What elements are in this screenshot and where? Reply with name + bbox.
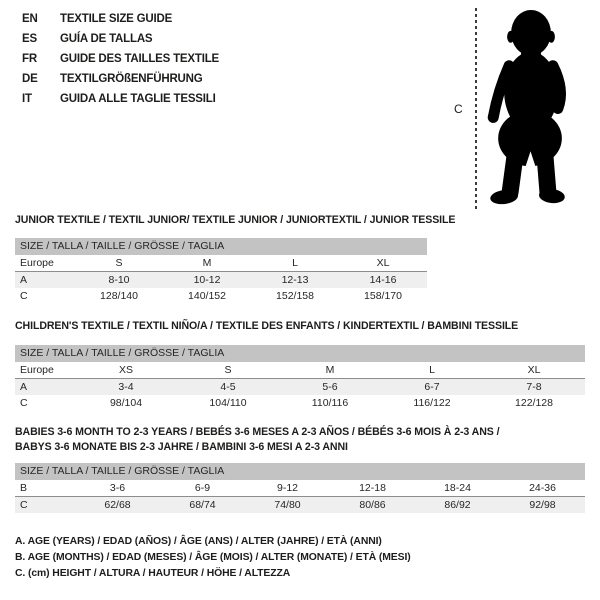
size-cell: L [381,362,483,379]
children-size-table [15,345,585,411]
size-cell: 3-4 [75,379,177,396]
size-table [15,255,427,304]
size-header-bar: SIZE / TALLA / TAILLE / GRÖSSE / TAGLIA [15,345,585,362]
legend-note-a: A. AGE (YEARS) / EDAD (AÑOS) / ÂGE (ANS) / ALTER (JAHRE) / ETÀ (ANNI) [15,536,382,547]
size-cell: 3-6 [75,480,160,497]
language-title: GUIDA ALLE TAGLIE TESSILI [60,93,216,105]
language-row [22,69,219,89]
row-label: C [20,290,28,302]
size-cell: 104/110 [209,397,247,409]
table-row [15,362,585,379]
size-cell: M [163,255,251,272]
section-title-junior: JUNIOR TEXTILE / TEXTIL JUNIOR/ TEXTILE JUNIOR / JUNIORTEXTIL / JUNIOR TESSILE [15,214,456,226]
row-label: A [15,379,75,396]
size-header-bar: SIZE / TALLA / TAILLE / GRÖSSE / TAGLIA [15,463,585,480]
row-label: C [20,397,28,409]
language-row [22,9,219,29]
size-cell: 18-24 [415,480,500,497]
language-row [22,29,219,49]
size-cell: 6-7 [381,379,483,396]
height-measure-dashed-line [475,8,477,209]
section-title-line1: BABIES 3-6 MONTH TO 2-3 YEARS / BEBÉS 3-6 MESES A 2-3 AÑOS / BÉBÉS 3-6 MOIS À 2-3 ANS / [15,426,500,438]
table-row [15,497,585,514]
size-cell: 80/86 [330,497,415,514]
size-cell: 122/128 [515,397,553,409]
size-cell: 4-5 [177,379,279,396]
language-list [22,9,219,109]
size-cell: XL [339,255,427,272]
size-cell: 7-8 [483,379,585,396]
table-row [15,379,585,396]
language-code: ES [22,33,37,45]
legend-notes [15,534,411,582]
size-cell: 140/152 [188,290,226,302]
row-label: Europe [15,362,75,379]
size-cell: 152/158 [276,290,314,302]
language-title: GUIDE DES TAILLES TEXTILE [60,53,219,65]
size-cell: S [177,362,279,379]
size-cell: 9-12 [245,480,330,497]
size-cell: 12-13 [251,272,339,289]
row-label: B [15,480,75,497]
table-row [15,480,585,497]
size-header-bar: SIZE / TALLA / TAILLE / GRÖSSE / TAGLIA [15,238,427,255]
section-title-children: CHILDREN'S TEXTILE / TEXTIL NIÑO/A / TEXTILE DES ENFANTS / KINDERTEXTIL / BAMBINI TESSILE [15,320,519,332]
language-title: GUÍA DE TALLAS [60,33,153,45]
size-table [15,362,585,411]
table-row [15,272,427,289]
language-code: IT [22,93,32,105]
size-cell: 24-36 [500,480,585,497]
size-cell: 74/80 [245,497,330,514]
size-cell: 98/104 [109,397,143,409]
table-row [15,255,427,272]
size-cell: 10-12 [163,272,251,289]
language-title: TEXTILE SIZE GUIDE [60,13,173,25]
size-cell: 92/98 [500,497,585,514]
table-row [15,288,427,304]
row-label: Europe [15,255,75,272]
size-cell: 12-18 [330,480,415,497]
size-cell: 86/92 [415,497,500,514]
language-code: DE [22,73,38,85]
size-cell: 5-6 [279,379,381,396]
legend-note-b: B. AGE (MONTHS) / EDAD (MESES) / ÂGE (MOIS) / ALTER (MONATE) / ETÀ (MESI) [15,552,411,563]
section-title-line2: BABYS 3-6 MONATE BIS 2-3 JAHRE / BAMBINI 3-6 MESI A 2-3 ANNI [15,441,348,453]
size-cell: 62/68 [75,497,160,514]
size-cell: 14-16 [339,272,427,289]
junior-size-table [15,238,427,304]
size-cell: M [279,362,381,379]
size-cell: L [251,255,339,272]
size-cell: 158/170 [364,290,402,302]
language-row [22,89,219,109]
table-row [15,395,585,411]
size-cell: 68/74 [160,497,245,514]
language-row [22,49,219,69]
section-title-babies [15,425,595,455]
height-measure-label: C [454,102,463,116]
size-cell: 6-9 [160,480,245,497]
babies-size-table [15,463,585,513]
size-cell: 8-10 [75,272,163,289]
size-cell: 128/140 [100,290,138,302]
size-cell: 110/116 [311,397,349,409]
row-label: A [15,272,75,289]
size-cell: XL [483,362,585,379]
row-label: C [15,497,75,514]
size-table [15,480,585,513]
language-title: TEXTILGRÖßENFÜHRUNG [60,73,203,85]
legend-note-c: C. (cm) HEIGHT / ALTURA / HAUTEUR / HÖHE / ALTEZZA [15,568,291,579]
size-cell: 116/122 [413,397,451,409]
language-code: FR [22,53,37,65]
size-cell: XS [75,362,177,379]
size-cell: S [75,255,163,272]
baby-silhouette-image [487,4,579,209]
language-code: EN [22,13,38,25]
